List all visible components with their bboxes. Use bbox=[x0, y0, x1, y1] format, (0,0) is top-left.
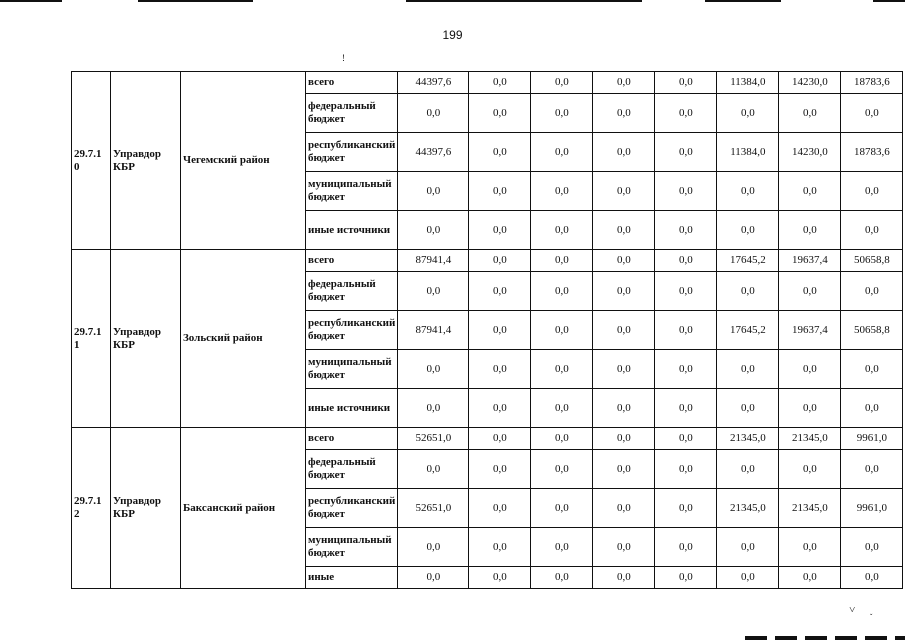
executor-line: КБР bbox=[113, 508, 135, 520]
amount-cell: 0,0 bbox=[779, 172, 841, 211]
amount-cell: 19637,4 bbox=[779, 311, 841, 350]
amount-cell: 0,0 bbox=[717, 211, 779, 250]
amount-cell: 0,0 bbox=[469, 94, 531, 133]
funding-source-cell: всего bbox=[306, 250, 398, 272]
row-number-part: 2 bbox=[74, 508, 80, 520]
page-number: 199 bbox=[442, 28, 463, 42]
amount-cell: 0,0 bbox=[469, 311, 531, 350]
amount-cell: 0,0 bbox=[593, 272, 655, 311]
funding-source-cell: муниципальный бюджет bbox=[306, 528, 398, 567]
district-cell: Зольский район bbox=[181, 250, 306, 428]
amount-cell: 0,0 bbox=[531, 211, 593, 250]
amount-cell: 0,0 bbox=[593, 133, 655, 172]
funding-source-cell: федеральный бюджет bbox=[306, 272, 398, 311]
scan-artifact-line bbox=[0, 0, 62, 2]
row-number-cell bbox=[72, 428, 111, 589]
amount-cell: 0,0 bbox=[717, 450, 779, 489]
amount-cell: 0,0 bbox=[531, 489, 593, 528]
amount-cell: 0,0 bbox=[593, 389, 655, 428]
amount-cell: 0,0 bbox=[531, 94, 593, 133]
amount-cell: 0,0 bbox=[779, 567, 841, 589]
amount-cell: 0,0 bbox=[655, 94, 717, 133]
funding-source-cell: иные источники bbox=[306, 211, 398, 250]
executor-cell bbox=[111, 428, 181, 589]
amount-cell: 0,0 bbox=[841, 94, 903, 133]
amount-cell: 9961,0 bbox=[841, 428, 903, 450]
amount-cell: 18783,6 bbox=[841, 133, 903, 172]
amount-cell: 0,0 bbox=[469, 211, 531, 250]
district-cell: Чегемский район bbox=[181, 72, 306, 250]
amount-cell: 0,0 bbox=[531, 528, 593, 567]
funding-source-cell: иные источники bbox=[306, 389, 398, 428]
executor-line: Управдор bbox=[113, 325, 161, 338]
budget-table bbox=[71, 71, 903, 589]
funding-source-cell: федеральный бюджет bbox=[306, 94, 398, 133]
amount-cell: 0,0 bbox=[841, 211, 903, 250]
amount-cell: 17645,2 bbox=[717, 311, 779, 350]
amount-cell: 0,0 bbox=[717, 94, 779, 133]
amount-cell: 0,0 bbox=[841, 350, 903, 389]
funding-source-cell: муниципальный бюджет bbox=[306, 172, 398, 211]
amount-cell: 0,0 bbox=[398, 389, 469, 428]
scan-artifact-bar bbox=[745, 636, 905, 640]
amount-cell: 44397,6 bbox=[398, 133, 469, 172]
scan-artifact-line bbox=[873, 0, 905, 2]
amount-cell: 0,0 bbox=[593, 489, 655, 528]
amount-cell: 0,0 bbox=[469, 172, 531, 211]
amount-cell: 0,0 bbox=[593, 72, 655, 94]
amount-cell: 0,0 bbox=[469, 272, 531, 311]
amount-cell: 0,0 bbox=[593, 311, 655, 350]
amount-cell: 0,0 bbox=[717, 567, 779, 589]
table-row bbox=[72, 250, 903, 272]
amount-cell: 0,0 bbox=[593, 94, 655, 133]
amount-cell: 0,0 bbox=[469, 567, 531, 589]
row-number-part: 1 bbox=[74, 338, 80, 351]
amount-cell: 0,0 bbox=[469, 528, 531, 567]
amount-cell: 0,0 bbox=[531, 428, 593, 450]
amount-cell: 0,0 bbox=[655, 489, 717, 528]
amount-cell: 0,0 bbox=[717, 350, 779, 389]
amount-cell: 0,0 bbox=[531, 172, 593, 211]
amount-cell: 0,0 bbox=[717, 528, 779, 567]
amount-cell: 21345,0 bbox=[717, 428, 779, 450]
funding-source-cell: республиканский бюджет bbox=[306, 311, 398, 350]
amount-cell: 0,0 bbox=[655, 133, 717, 172]
amount-cell: 0,0 bbox=[531, 350, 593, 389]
row-number-cell bbox=[72, 250, 111, 428]
amount-cell: 0,0 bbox=[841, 389, 903, 428]
amount-cell: 0,0 bbox=[779, 211, 841, 250]
row-number-cell bbox=[72, 72, 111, 250]
scan-speckles: ˅˯ bbox=[849, 604, 887, 616]
amount-cell: 0,0 bbox=[531, 250, 593, 272]
table-row bbox=[72, 72, 903, 94]
funding-source-cell: федеральный бюджет bbox=[306, 450, 398, 489]
scan-artifact-line bbox=[705, 0, 781, 2]
amount-cell: 0,0 bbox=[841, 450, 903, 489]
amount-cell: 0,0 bbox=[655, 250, 717, 272]
amount-cell: 0,0 bbox=[531, 133, 593, 172]
amount-cell: 0,0 bbox=[717, 272, 779, 311]
executor-line: КБР bbox=[113, 338, 135, 351]
amount-cell: 0,0 bbox=[398, 272, 469, 311]
scan-artifact-line bbox=[406, 0, 642, 2]
amount-cell: 0,0 bbox=[779, 350, 841, 389]
amount-cell: 87941,4 bbox=[398, 311, 469, 350]
amount-cell: 0,0 bbox=[398, 450, 469, 489]
amount-cell: 0,0 bbox=[593, 350, 655, 389]
amount-cell: 0,0 bbox=[655, 172, 717, 211]
amount-cell: 0,0 bbox=[531, 311, 593, 350]
amount-cell: 87941,4 bbox=[398, 250, 469, 272]
amount-cell: 0,0 bbox=[655, 389, 717, 428]
amount-cell: 0,0 bbox=[398, 528, 469, 567]
district-cell: Баксанский район bbox=[181, 428, 306, 589]
amount-cell: 11384,0 bbox=[717, 133, 779, 172]
amount-cell: 0,0 bbox=[469, 428, 531, 450]
amount-cell: 11384,0 bbox=[717, 72, 779, 94]
amount-cell: 0,0 bbox=[531, 567, 593, 589]
amount-cell: 52651,0 bbox=[398, 428, 469, 450]
amount-cell: 0,0 bbox=[531, 450, 593, 489]
amount-cell: 0,0 bbox=[841, 272, 903, 311]
amount-cell: 0,0 bbox=[398, 94, 469, 133]
amount-cell: 0,0 bbox=[469, 350, 531, 389]
amount-cell: 0,0 bbox=[841, 172, 903, 211]
amount-cell: 9961,0 bbox=[841, 489, 903, 528]
amount-cell: 50658,8 bbox=[841, 250, 903, 272]
amount-cell: 0,0 bbox=[469, 450, 531, 489]
row-number-part: 0 bbox=[74, 160, 80, 173]
amount-cell: 0,0 bbox=[531, 389, 593, 428]
amount-cell: 0,0 bbox=[779, 389, 841, 428]
amount-cell: 0,0 bbox=[779, 528, 841, 567]
amount-cell: 14230,0 bbox=[779, 133, 841, 172]
row-number-part: 29.7.1 bbox=[74, 325, 102, 338]
amount-cell: 0,0 bbox=[593, 528, 655, 567]
executor-line: Управдор bbox=[113, 495, 161, 507]
amount-cell: 50658,8 bbox=[841, 311, 903, 350]
amount-cell: 21345,0 bbox=[779, 428, 841, 450]
amount-cell: 0,0 bbox=[469, 72, 531, 94]
amount-cell: 21345,0 bbox=[717, 489, 779, 528]
table-row bbox=[72, 428, 903, 450]
amount-cell: 0,0 bbox=[717, 172, 779, 211]
funding-source-cell: муниципальный бюджет bbox=[306, 350, 398, 389]
amount-cell: 0,0 bbox=[593, 250, 655, 272]
executor-line: Управдор bbox=[113, 147, 161, 160]
amount-cell: 0,0 bbox=[655, 567, 717, 589]
amount-cell: 0,0 bbox=[398, 172, 469, 211]
amount-cell: 0,0 bbox=[717, 389, 779, 428]
funding-source-cell: всего bbox=[306, 72, 398, 94]
amount-cell: 0,0 bbox=[841, 567, 903, 589]
amount-cell: 19637,4 bbox=[779, 250, 841, 272]
funding-source-cell: республиканский бюджет bbox=[306, 489, 398, 528]
amount-cell: 0,0 bbox=[841, 528, 903, 567]
amount-cell: 0,0 bbox=[593, 428, 655, 450]
amount-cell: 21345,0 bbox=[779, 489, 841, 528]
row-number-part: 29.7.1 bbox=[74, 147, 102, 160]
amount-cell: 0,0 bbox=[469, 133, 531, 172]
executor-cell bbox=[111, 250, 181, 428]
amount-cell: 0,0 bbox=[655, 211, 717, 250]
amount-cell: 0,0 bbox=[655, 272, 717, 311]
funding-source-cell: всего bbox=[306, 428, 398, 450]
amount-cell: 0,0 bbox=[398, 211, 469, 250]
amount-cell: 0,0 bbox=[655, 528, 717, 567]
amount-cell: 52651,0 bbox=[398, 489, 469, 528]
amount-cell: 17645,2 bbox=[717, 250, 779, 272]
row-number-part: 29.7.1 bbox=[74, 495, 102, 507]
executor-cell bbox=[111, 72, 181, 250]
amount-cell: 0,0 bbox=[469, 389, 531, 428]
amount-cell: 0,0 bbox=[655, 72, 717, 94]
amount-cell: 18783,6 bbox=[841, 72, 903, 94]
amount-cell: 14230,0 bbox=[779, 72, 841, 94]
amount-cell: 0,0 bbox=[531, 72, 593, 94]
amount-cell: 0,0 bbox=[593, 211, 655, 250]
amount-cell: 0,0 bbox=[593, 172, 655, 211]
amount-cell: 44397,6 bbox=[398, 72, 469, 94]
amount-cell: 0,0 bbox=[779, 272, 841, 311]
amount-cell: 0,0 bbox=[779, 450, 841, 489]
amount-cell: 0,0 bbox=[779, 94, 841, 133]
amount-cell: 0,0 bbox=[531, 272, 593, 311]
amount-cell: 0,0 bbox=[655, 428, 717, 450]
funding-source-cell: иные bbox=[306, 567, 398, 589]
margin-mark: ! bbox=[342, 53, 345, 63]
amount-cell: 0,0 bbox=[593, 567, 655, 589]
scan-artifact-line bbox=[138, 0, 253, 2]
executor-line: КБР bbox=[113, 160, 135, 173]
amount-cell: 0,0 bbox=[398, 350, 469, 389]
funding-source-cell: республиканский бюджет bbox=[306, 133, 398, 172]
amount-cell: 0,0 bbox=[655, 450, 717, 489]
amount-cell: 0,0 bbox=[593, 450, 655, 489]
amount-cell: 0,0 bbox=[469, 250, 531, 272]
amount-cell: 0,0 bbox=[469, 489, 531, 528]
amount-cell: 0,0 bbox=[655, 311, 717, 350]
amount-cell: 0,0 bbox=[655, 350, 717, 389]
amount-cell: 0,0 bbox=[398, 567, 469, 589]
